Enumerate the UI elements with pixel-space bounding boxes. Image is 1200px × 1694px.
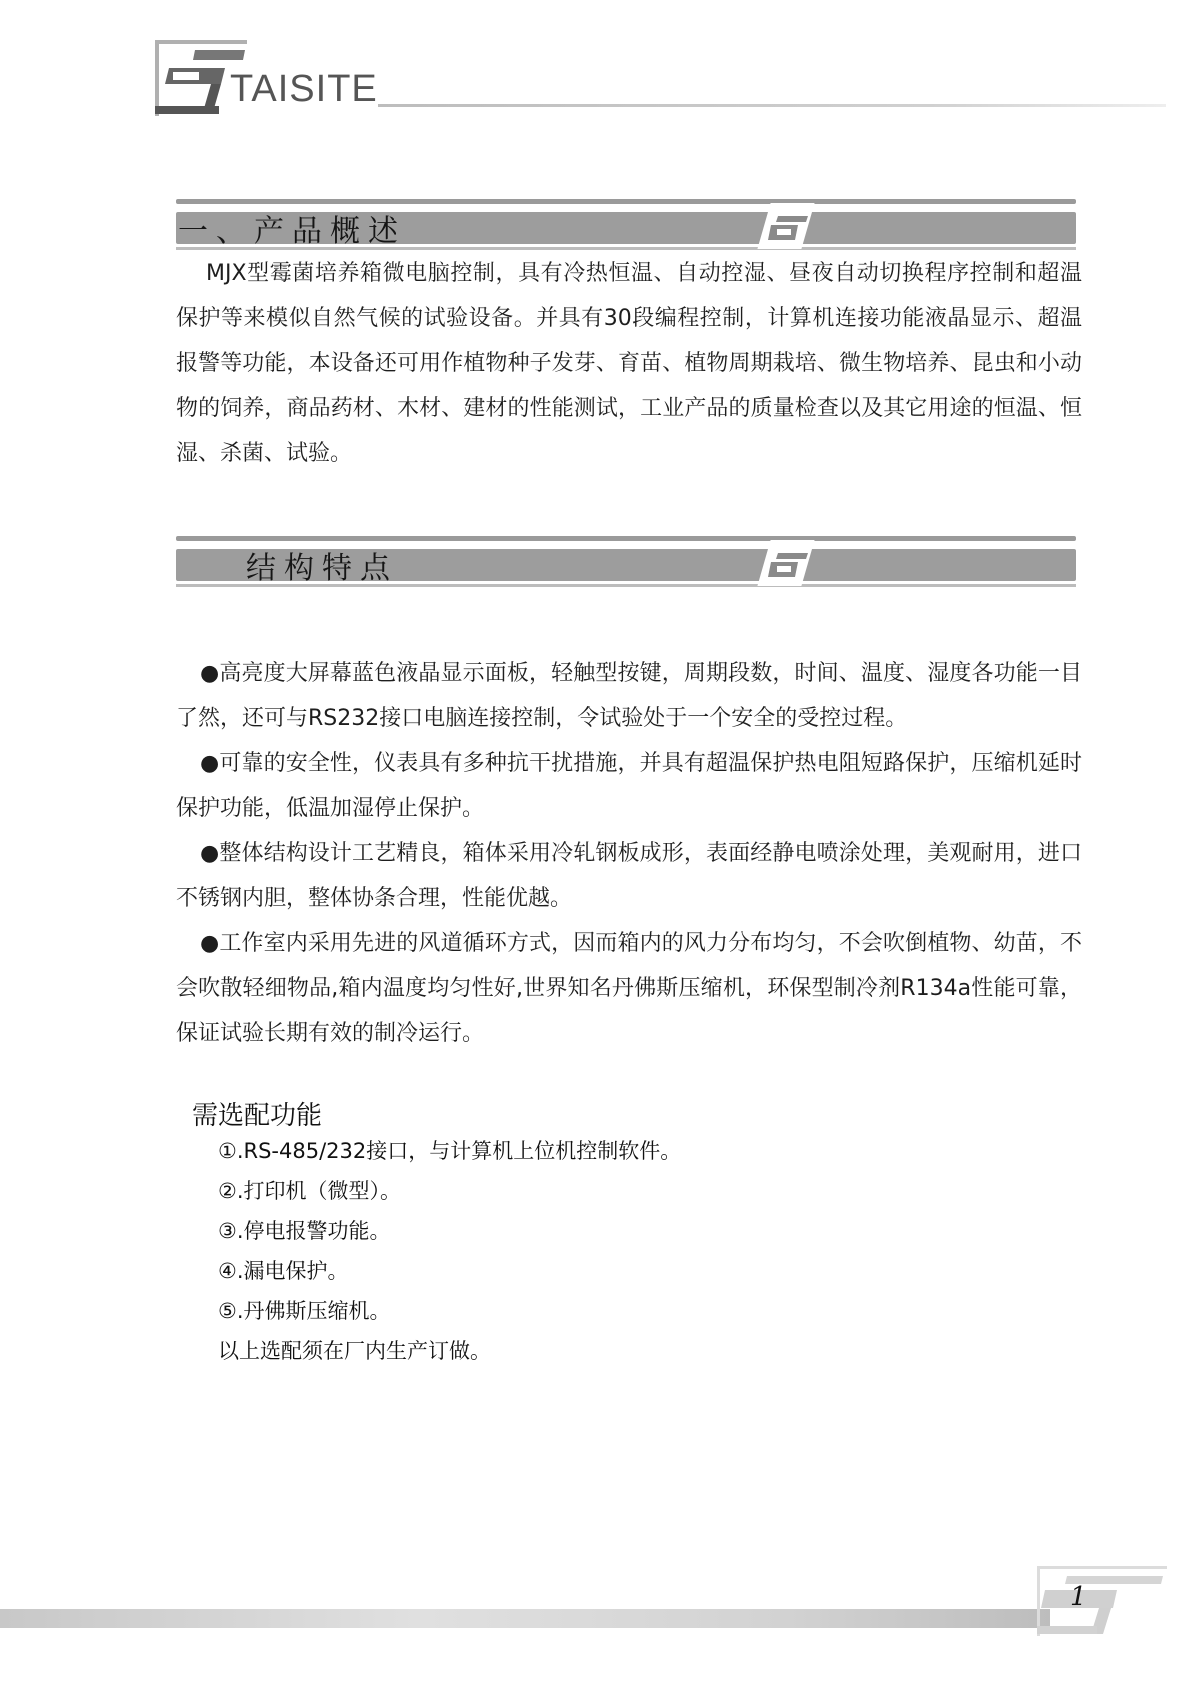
- feature-item: ●工作室内采用先进的风道循环方式，因而箱内的风力分布均匀，不会吹倒植物、幼苗，不会吹散轻细物品,箱内温度均匀性好,世界知名丹佛斯压缩机，环保型制冷剂R134a性能可靠，保证试验长期有效的制冷运行。: [176, 931, 1082, 1046]
- section-banner-features: [176, 536, 1076, 588]
- section-title-overview: 一、产品概述: [178, 214, 406, 249]
- feature-item: ●可靠的安全性，仪表具有多种抗干扰措施，并具有超温保护热电阻短路保护，压缩机延时保护功能，低温加湿停止保护。: [176, 751, 1082, 821]
- option-item: ③.停电报警功能。: [218, 1219, 391, 1243]
- banner-logo-mark-icon: [768, 213, 808, 243]
- option-item: ④.漏电保护。: [218, 1259, 349, 1283]
- header-rule: [378, 104, 1166, 107]
- footer-logo-watermark-icon: [1037, 1566, 1167, 1636]
- overview-paragraph: MJX型霉菌培养箱微电脑控制，具有冷热恒温、自动控湿、昼夜自动切换程序控制和超温保护等来模似自然气候的试验设备。并具有30段编程控制，计算机连接功能液晶显示、超温报警等功能，本设备还可用作植物种子发芽、育苗、植物周期栽培、微生物培养、昆虫和小动物的饲养，商品药材、木材、建材的性能测试，工业产品的质量检查以及其它用途的恒温、恒湿、杀菌、试验。: [176, 261, 1082, 466]
- options-title: 需选配功能: [192, 1101, 323, 1131]
- section-banner-overview: [176, 199, 1076, 251]
- feature-item: ●高亮度大屏幕蓝色液晶显示面板，轻触型按键，周期段数，时间、温度、湿度各功能一目了然，还可与RS232接口电脑连接控制，令试验处于一个安全的受控过程。: [176, 661, 1082, 731]
- options-note: 以上选配须在厂内生产订做。: [218, 1339, 491, 1363]
- option-item: ①.RS-485/232接口，与计算机上位机控制软件。: [218, 1139, 682, 1163]
- option-item: ⑤.丹佛斯压缩机。: [218, 1299, 391, 1323]
- footer-bar: [0, 1609, 1050, 1628]
- feature-list: [176, 651, 1082, 1056]
- feature-item: ●整体结构设计工艺精良，箱体采用冷轧钢板成形，表面经静电喷涂处理，美观耐用，进口不锈钢内胆，整体协条合理，性能优越。: [176, 841, 1082, 911]
- page-number: 1: [1070, 1582, 1087, 1612]
- option-item: ②.打印机（微型）。: [218, 1179, 402, 1203]
- banner-logo-mark-icon: [768, 550, 808, 580]
- options-list: [218, 1131, 681, 1371]
- brand-name: TAISITE: [230, 68, 378, 110]
- section-title-features: 结构特点: [246, 551, 398, 586]
